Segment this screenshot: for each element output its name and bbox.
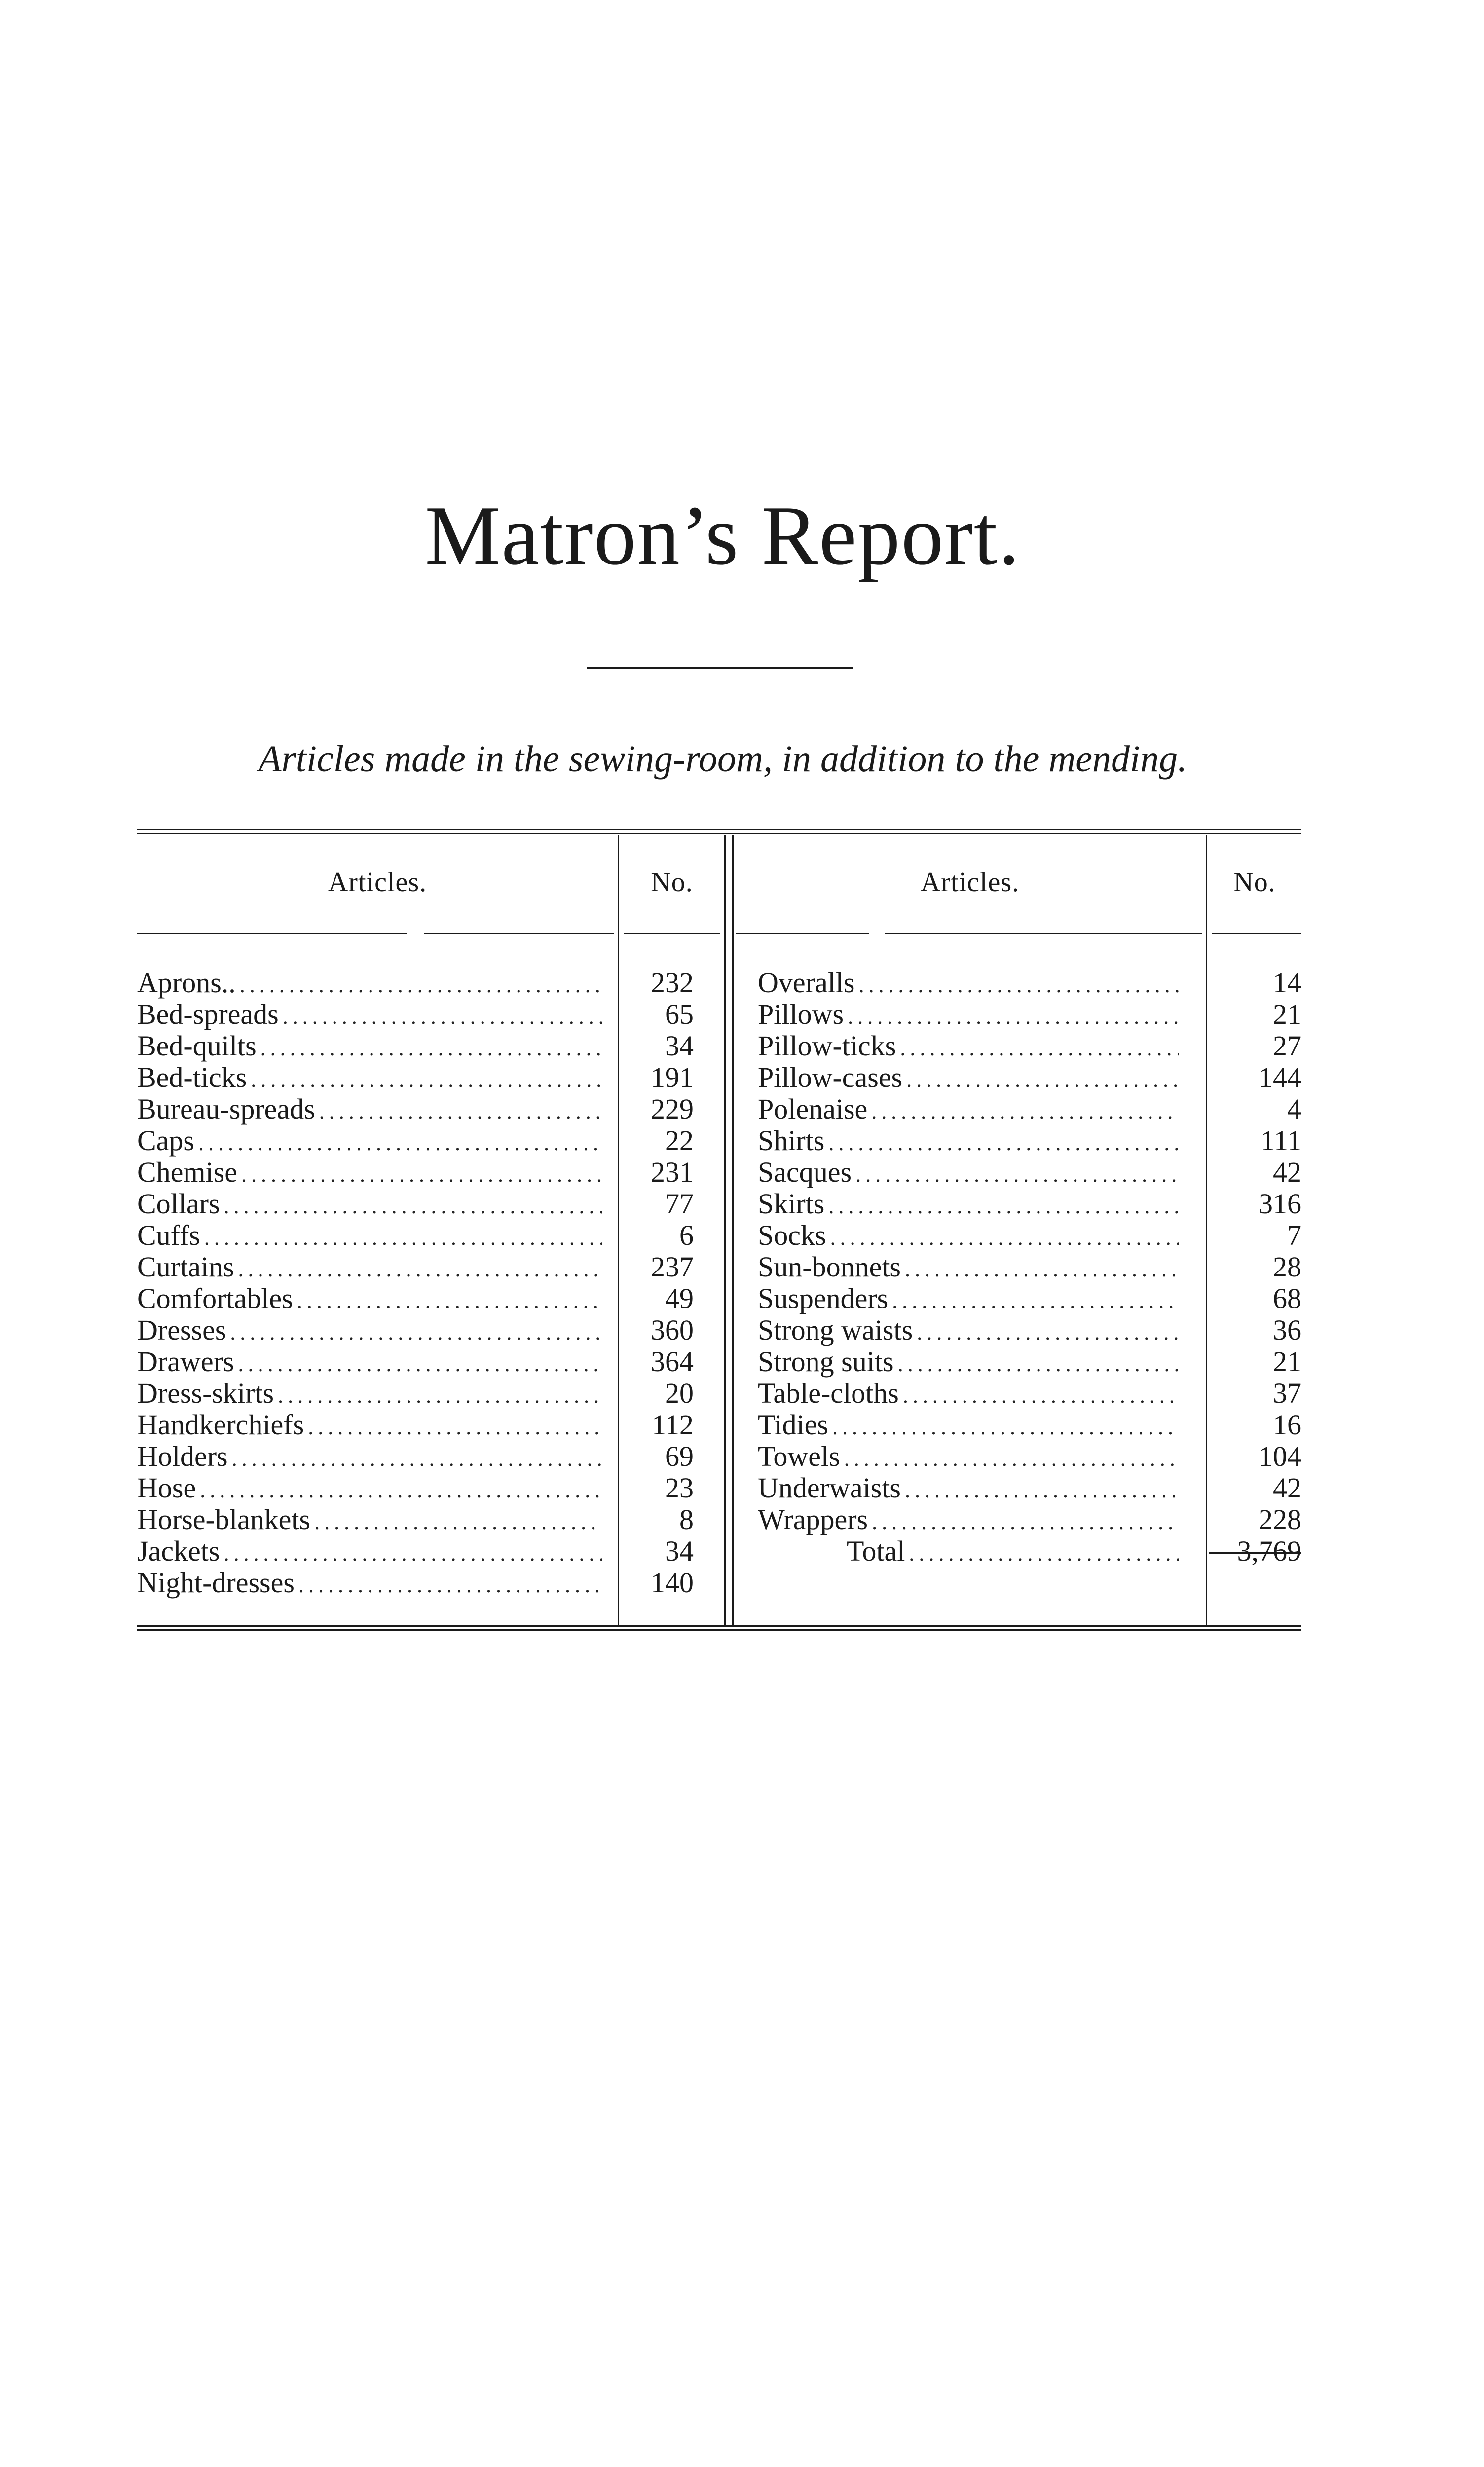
dot-leader	[844, 1443, 1179, 1475]
dot-leader	[859, 970, 1180, 1001]
article-count: 6	[679, 1219, 694, 1251]
table-row	[758, 1378, 1301, 1409]
dot-leader	[232, 1443, 602, 1475]
dot-leader	[906, 1064, 1179, 1096]
article-name: Holders	[137, 1440, 228, 1472]
table-row	[137, 1220, 724, 1251]
dot-leader	[909, 1538, 1179, 1570]
article-count: 104	[1259, 1440, 1301, 1472]
article-count: 8	[679, 1503, 694, 1535]
table-row	[758, 1157, 1301, 1188]
article-count: 360	[651, 1314, 694, 1346]
table-row	[758, 1125, 1301, 1157]
dot-leader	[224, 1191, 602, 1222]
table-caption: Articles made in the sewing-room, in addition to the mending.	[258, 738, 1187, 780]
article-count: 364	[651, 1346, 694, 1378]
article-count: 316	[1259, 1188, 1301, 1220]
dot-leader	[855, 1159, 1179, 1191]
article-name: Sun-bonnets	[758, 1251, 901, 1283]
article-name: Suspenders	[758, 1282, 889, 1314]
table-row	[137, 1157, 724, 1188]
article-name: Hose	[137, 1472, 196, 1504]
dot-leader	[297, 1285, 602, 1317]
dot-leader	[240, 970, 602, 1001]
table-row	[758, 967, 1301, 999]
article-name: Tidies	[758, 1409, 828, 1441]
total-count: 3,769	[1237, 1535, 1301, 1567]
table-row	[137, 1251, 724, 1283]
table-row	[758, 1251, 1301, 1283]
article-count: 42	[1273, 1472, 1301, 1504]
header-underline	[424, 933, 614, 934]
table-row	[137, 1030, 724, 1062]
article-count: 140	[651, 1567, 694, 1599]
article-count: 21	[1273, 1346, 1301, 1378]
article-count: 69	[665, 1440, 694, 1472]
dot-leader	[260, 1033, 602, 1064]
table-row	[137, 1378, 724, 1409]
article-name: Sacques	[758, 1156, 852, 1188]
header-articles-left: Articles.	[328, 867, 427, 897]
article-name: Collars	[137, 1188, 220, 1220]
article-name: Towels	[758, 1440, 840, 1472]
article-name: Dress-skirts	[137, 1377, 274, 1409]
article-count: 34	[665, 1535, 694, 1567]
dot-leader	[278, 1380, 602, 1412]
table-row	[758, 1504, 1301, 1535]
left-articles-list	[137, 967, 724, 1599]
article-name: Bureau-spreads	[137, 1093, 315, 1125]
article-count: 22	[665, 1124, 694, 1157]
dot-leader	[828, 1191, 1179, 1222]
table-row	[758, 1220, 1301, 1251]
dot-leader	[848, 1001, 1179, 1033]
article-count: 20	[665, 1377, 694, 1409]
table-row	[137, 1125, 724, 1157]
page-title: Matron’s Report.	[425, 489, 1021, 583]
title-divider	[587, 667, 853, 669]
table-row	[137, 1188, 724, 1220]
article-count: 231	[651, 1156, 694, 1188]
dot-leader	[238, 1348, 602, 1380]
total-row	[758, 1535, 1301, 1567]
article-count: 111	[1261, 1124, 1301, 1157]
article-name: Overalls	[758, 967, 855, 999]
article-name: Pillow-ticks	[758, 1030, 896, 1062]
article-name: Underwaists	[758, 1472, 901, 1504]
header-underline	[624, 933, 720, 934]
table-row	[758, 1314, 1301, 1346]
article-name: Pillows	[758, 998, 844, 1030]
article-count: 7	[1287, 1219, 1301, 1251]
article-count: 37	[1273, 1377, 1301, 1409]
article-name: Strong suits	[758, 1346, 894, 1378]
article-name: Horse-blankets	[137, 1503, 311, 1535]
dot-leader	[917, 1317, 1179, 1348]
article-count: 34	[665, 1030, 694, 1062]
dot-leader	[251, 1064, 602, 1096]
column-divider	[732, 835, 734, 1625]
dot-leader	[319, 1096, 602, 1127]
dot-leader	[241, 1159, 602, 1191]
table-row	[137, 1062, 724, 1093]
article-count: 16	[1273, 1409, 1301, 1441]
article-name: Polenaise	[758, 1093, 868, 1125]
dot-leader	[828, 1127, 1179, 1159]
table-row	[137, 967, 724, 999]
header-underline	[1212, 933, 1301, 934]
table-row	[758, 1441, 1301, 1472]
article-name: Drawers	[137, 1346, 234, 1378]
table-bottom-rule	[137, 1625, 1301, 1631]
dot-leader	[892, 1285, 1179, 1317]
dot-leader	[832, 1412, 1179, 1443]
total-label: Total	[847, 1535, 905, 1567]
table-row	[137, 1314, 724, 1346]
column-divider	[724, 835, 726, 1625]
article-name: Strong waists	[758, 1314, 913, 1346]
article-count: 4	[1287, 1093, 1301, 1125]
table-row	[758, 1472, 1301, 1504]
article-count: 144	[1259, 1061, 1301, 1093]
dot-leader	[224, 1538, 602, 1570]
article-count: 42	[1273, 1156, 1301, 1188]
article-count: 14	[1273, 967, 1301, 999]
dot-leader	[308, 1412, 602, 1443]
header-underline	[736, 933, 869, 934]
article-name: Wrappers	[758, 1503, 868, 1535]
right-articles-list	[758, 967, 1301, 1567]
article-count: 21	[1273, 998, 1301, 1030]
article-name: Socks	[758, 1219, 826, 1251]
dot-leader	[905, 1475, 1179, 1506]
article-name: Bed-quilts	[137, 1030, 257, 1062]
header-underline	[885, 933, 1202, 934]
article-name: Jackets	[137, 1535, 220, 1567]
article-name: Cuffs	[137, 1219, 200, 1251]
table-row	[758, 1283, 1301, 1314]
article-count: 65	[665, 998, 694, 1030]
table-row	[137, 1346, 724, 1378]
dot-leader	[200, 1475, 602, 1506]
table-row	[137, 1567, 724, 1599]
table-row	[137, 999, 724, 1030]
dot-leader	[898, 1348, 1179, 1380]
table-row	[758, 1062, 1301, 1093]
dot-leader	[872, 1506, 1179, 1538]
dot-leader	[283, 1001, 602, 1033]
dot-leader	[900, 1033, 1179, 1064]
article-count: 112	[652, 1409, 694, 1441]
article-count: 28	[1273, 1251, 1301, 1283]
table-top-rule	[137, 829, 1301, 834]
article-name: Chemise	[137, 1156, 237, 1188]
article-name: Bed-spreads	[137, 998, 279, 1030]
dot-leader	[903, 1380, 1179, 1412]
article-name: Pillow-cases	[758, 1061, 903, 1093]
article-name: Handkerchiefs	[137, 1409, 304, 1441]
header-no-right: No.	[1233, 867, 1276, 897]
article-count: 191	[651, 1061, 694, 1093]
dot-leader	[905, 1254, 1179, 1285]
dot-leader	[871, 1096, 1179, 1127]
table-row	[758, 1409, 1301, 1441]
dot-leader	[238, 1254, 602, 1285]
article-count: 49	[665, 1282, 694, 1314]
article-count: 27	[1273, 1030, 1301, 1062]
header-no-left: No.	[651, 867, 693, 897]
article-name: Bed-ticks	[137, 1061, 247, 1093]
article-count: 237	[651, 1251, 694, 1283]
table-row	[137, 1472, 724, 1504]
article-count: 229	[651, 1093, 694, 1125]
article-count: 228	[1259, 1503, 1301, 1535]
table-row	[758, 1093, 1301, 1125]
dot-leader	[204, 1222, 602, 1254]
article-count: 68	[1273, 1282, 1301, 1314]
article-name: Aprons..	[137, 967, 236, 999]
table-row	[137, 1504, 724, 1535]
article-name: Table-cloths	[758, 1377, 899, 1409]
table-row	[137, 1283, 724, 1314]
article-name: Curtains	[137, 1251, 234, 1283]
article-count: 232	[651, 967, 694, 999]
table-row	[137, 1409, 724, 1441]
article-count: 36	[1273, 1314, 1301, 1346]
table-row	[758, 1188, 1301, 1220]
table-row	[137, 1093, 724, 1125]
table-row	[137, 1441, 724, 1472]
article-name: Comfortables	[137, 1282, 293, 1314]
dot-leader	[830, 1222, 1179, 1254]
table-row	[758, 1346, 1301, 1378]
header-underline	[137, 933, 407, 934]
table-row	[137, 1535, 724, 1567]
dot-leader	[230, 1317, 602, 1348]
table-row	[758, 1030, 1301, 1062]
article-count: 77	[665, 1188, 694, 1220]
article-name: Shirts	[758, 1124, 825, 1157]
article-name: Dresses	[137, 1314, 226, 1346]
dot-leader	[298, 1570, 602, 1601]
dot-leader	[198, 1127, 602, 1159]
header-articles-right: Articles.	[920, 867, 1020, 897]
article-name: Caps	[137, 1124, 194, 1157]
dot-leader	[314, 1506, 602, 1538]
article-name: Skirts	[758, 1188, 825, 1220]
table-row	[758, 999, 1301, 1030]
article-name: Night-dresses	[137, 1567, 295, 1599]
article-count: 23	[665, 1472, 694, 1504]
